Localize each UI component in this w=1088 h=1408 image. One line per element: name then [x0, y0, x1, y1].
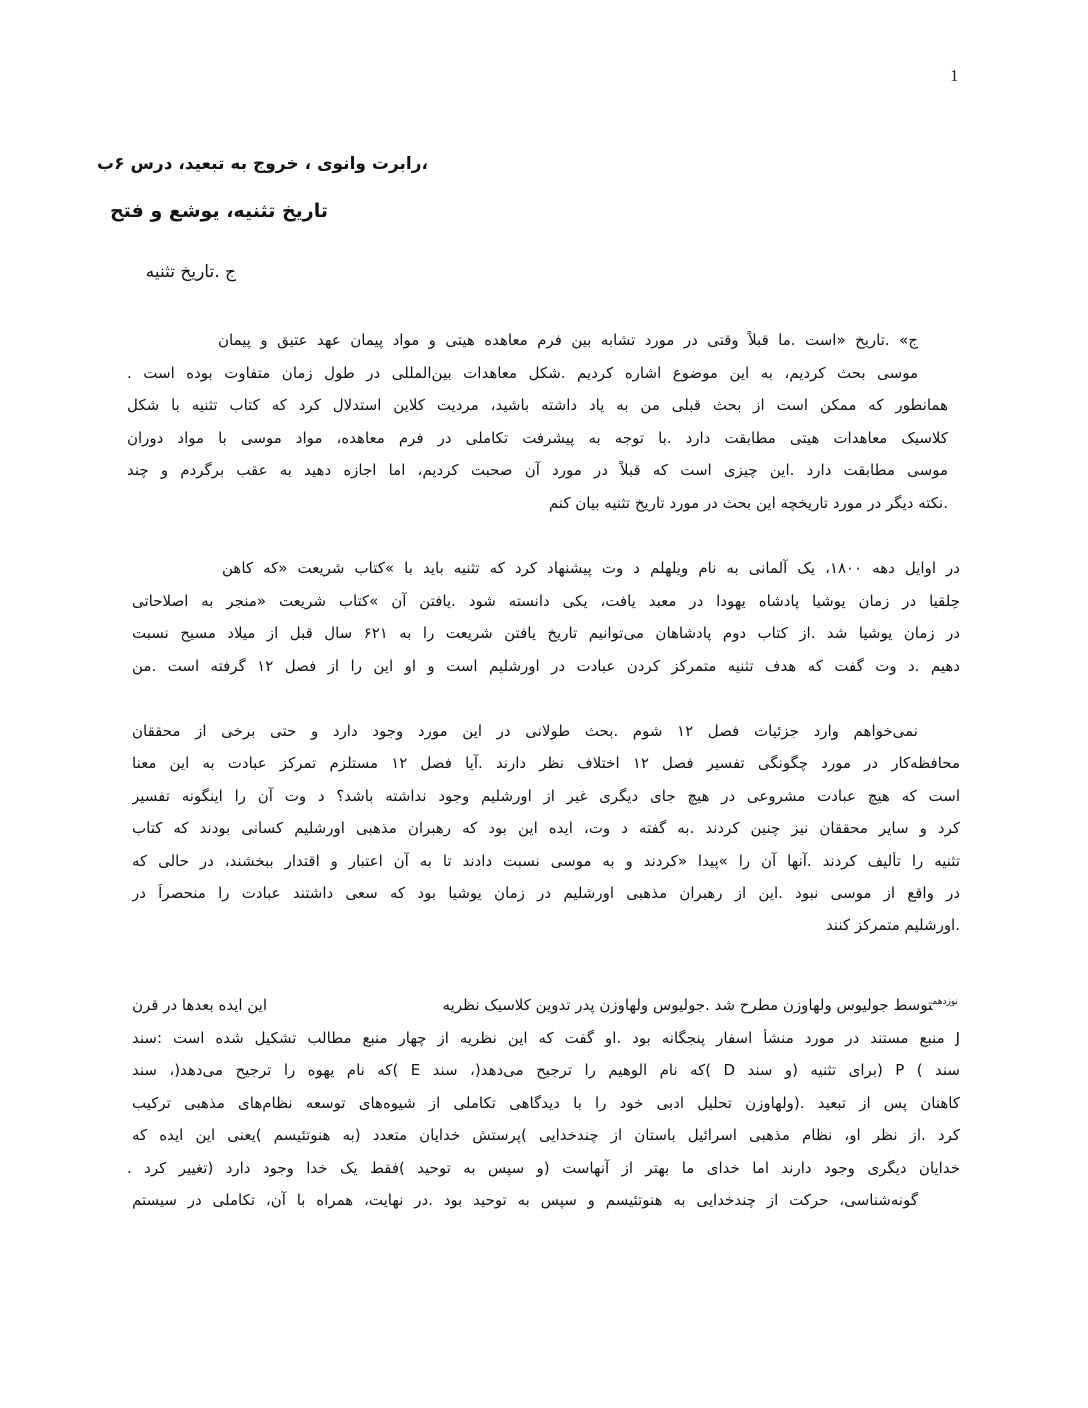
document-title: ،رابرت وانوی ، خروج به تبعید، درس ۶ب [97, 154, 428, 174]
body-line-text: در واقع از موسی نبود .این از رهبران مذهبی اورشلیم در زمان یوشیا بود که سعی داشتند عبادت را منحصراً در [132, 884, 960, 902]
section-heading: ج .تاریخ تثنیه [145, 262, 236, 282]
body-line-text: در زمان یوشیا شد .از کتاب دوم پادشاهان می‌توانیم تاریخ یافتن شریعت را به ۶۲۱ سال قبل از میلاد مسیح نسبت [132, 624, 960, 642]
body-line-text: کلاسیک معاهدات هیتی مطابقت دارد .با توجه به پیشرفت تکاملی در فرم معاهده، مواد موسی با مواد دوران [127, 429, 948, 447]
body-line-text: همانطور که ممکن است از بحث قبلی من به یاد داشته باشید، مردیت کلاین استدلال کرد که کتاب تثنیه با شکل [127, 396, 948, 414]
body-line-text: حِلقیا در زمان یوشیا پادشاه یهودا در معبد یافت، یکی دانسته شود .یافتن آن »کتاب شریعت «منجر به اصلاحاتی [132, 592, 960, 610]
body-line-text: گونه‌شناسی، حرکت از چندخدایی به هنوتئیسم و سپس به توحید بود .در نهایت، همراه با آن، تکاملی در سیستم [132, 1191, 918, 1209]
body-line-text: کرد .از نظر او، نظام مذهبی اسرائیل باستان از چندخدایی )پرستش خدایان متعدد (به هنوتئیسم )یعنی این ایده که [132, 1126, 960, 1144]
body-line-text: سند ) P (برای تثنیه (و سند D )که نام الوهیم را ترجیح می‌دهد(، سند E )که نام یهوه را ترجیح می‌دهد(، سند [132, 1061, 960, 1079]
page-number: 1 [950, 66, 959, 85]
body-line-text: .اورشلیم متمرکز کنند [826, 916, 960, 934]
body-line-text: نمی‌خواهم وارد جزئیات فصل ۱۲ شوم .بحث طولانی در این مورد وجود دارد و حتی برخی از محققان [132, 722, 918, 740]
body-line-text: محافظه‌کار در مورد چگونگی تفسیر فصل ۱۲ اختلاف نظر دارند .آیا فصل ۱۲ مستلزم تمرکز عبادت به این معنا [132, 754, 960, 772]
body-line-text: کرد و سایر محققان نیز چنین کردند .به گفته د وت، ایده این بود که رهبران مذهبی اورشلیم کسانی بودند که کتاب [132, 819, 960, 837]
body-line-text: موسی مطابقت دارد .این چیزی است که قبلاً در مورد آن صحبت کردیم، اما اجازه دهید به عقب برگردم و چند [127, 461, 948, 479]
body-line-text: موسی بحث کردیم، به این موضوع اشاره کردیم .شکل معاهدات بین‌المللی در طول زمان متفاوت بوده است . [127, 364, 918, 382]
body-line-text: دهیم .د وت گفت که هدف تثنیه متمرکز کردن عبادت در اورشلیم است و او این را از فصل ۱۲ گرفته است .من [132, 657, 960, 675]
body-line-text: است که هیچ عبادت مشروعی در هیچ جای دیگری غیر از اورشلیم وجود نداشته باشد؟ د وت آن را اینگونه تفسیر [132, 787, 960, 805]
body-line-text: .نکته دیگر در مورد تاریخچه این بحث در مورد تاریخ تثنیه بیان کنم [548, 494, 948, 512]
document-subtitle: تاریخ تثنیه، یوشع و فتح [109, 200, 328, 222]
body-line-text: خدایان دیگری وجود دارند اما خدای ما بهتر از آنهاست (و سپس به توحید )فقط یک خدا وجود دارد (تغییر کرد . [127, 1159, 960, 1177]
body-line-text: J منبع مستند در مورد منشأ اسفار پنجگانه بود .او گفت که این نظریه از چهار منبع مطالب تشکیل شده است :سند [132, 1029, 960, 1047]
body-line-text: ج» .تاریخ «است .ما قبلاً وقتی در مورد تشابه بین فرم معاهده هیتی و مواد پیمان عهد عتیق و پیمان [218, 331, 918, 349]
wellhausen-line-main: توسط جولیوس ولهاوزن مطرح شد .جولیوس ولهاوزن پدر تدوین کلاسیک نظریه [442, 996, 933, 1014]
body-line-text: تثنیه را تألیف کردند .آنها آن را »پیدا «کردند و به موسی نسبت دادند تا به آن اعتبار و اقتدار ببخشند، در حالی که [132, 852, 960, 870]
superscript-century: نوزدهم [932, 997, 958, 1007]
wellhausen-line-end: این ایده بعدها در قرن [132, 996, 268, 1014]
body-line-text: کاهنان پس از تبعید .(ولهاوزن تحلیل ادبی خود را با دیدگاهی تکاملی از شیوه‌های توسعه نظام‌های مذهبی ترکیب [132, 1094, 960, 1112]
body-line-text: در اوایل دهه ۱۸۰۰، یک آلمانی به نام ویلهلم د وت پیشنهاد کرد که تثنیه باید با »کتاب شریعت «که کاهن [222, 559, 960, 577]
